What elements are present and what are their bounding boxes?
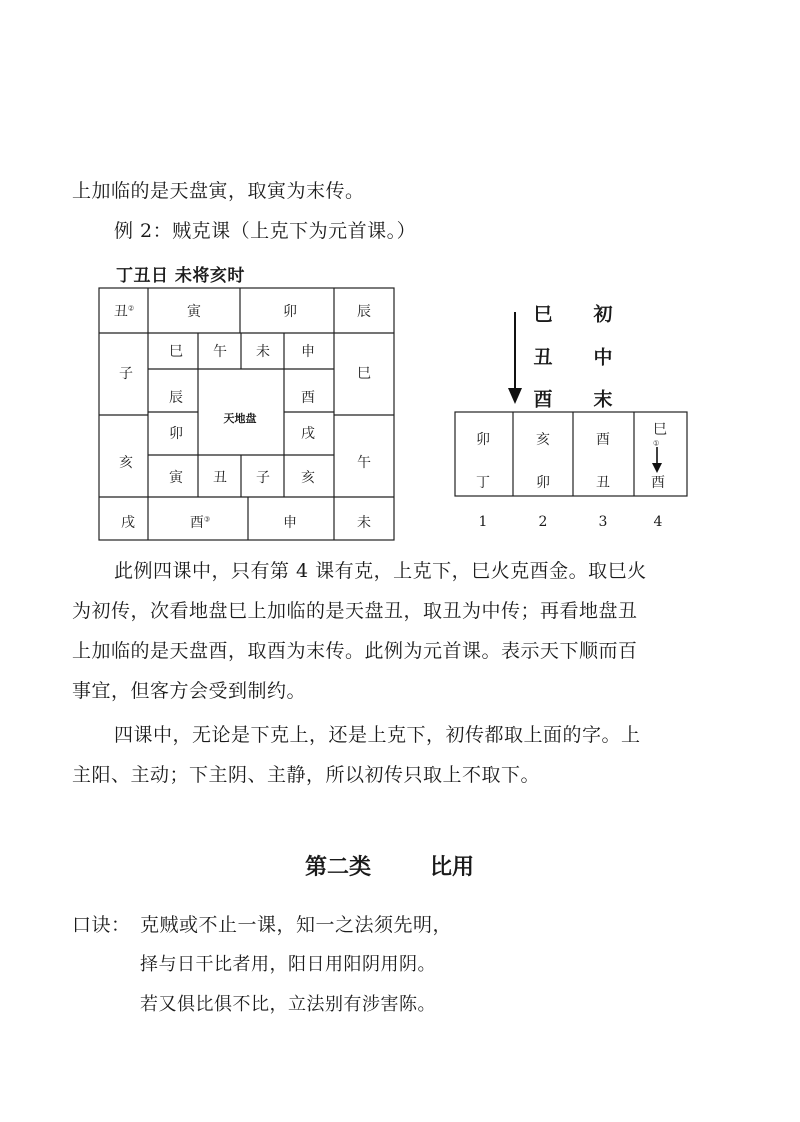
outer-left-2: 亥 — [119, 455, 133, 471]
paragraph-1-line-4: 事宜，但客方会受到制约。 — [72, 680, 307, 702]
section-heading-subtitle: 比用 — [430, 855, 475, 880]
si-ke-upper-2: 亥 — [536, 432, 550, 448]
paragraph-2-line-1: 四课中，无论是下克上，还是上克下，初传都取上面的字。上 — [114, 724, 641, 746]
text-line-1: 上加临的是天盘寅，取寅为末传。 — [72, 180, 365, 202]
outer-right-1: 巳 — [357, 366, 371, 382]
down-arrow-icon — [505, 310, 525, 406]
paragraph-1-line-1: 此例四课中，只有第 4 课有克，上克下，巳火克酉金。取巳火 — [114, 560, 647, 582]
outer-top-2: 寅 — [187, 304, 201, 320]
example-2-title: 例 2：贼克课（上克下为元首课。） — [114, 220, 417, 242]
inner-center-label: 天地盘 — [223, 412, 257, 425]
outer-left-1: 子 — [119, 366, 133, 382]
si-ke-lower-1: 丁 — [476, 475, 490, 491]
paragraph-2-line-2: 主阳、主动；下主阴、主静，所以初传只取上不取下。 — [72, 764, 541, 786]
si-ke-upper-3: 酉 — [596, 432, 610, 448]
koujue-line-1: 克贼或不止一课，知一之法须先明， — [140, 914, 453, 936]
inner-left-2: 卯 — [169, 426, 183, 442]
inner-right-1: 酉 — [301, 390, 315, 406]
section-heading-title: 第二类 — [305, 855, 372, 880]
outer-bottom-1: 戌 — [121, 515, 135, 531]
paragraph-1-line-2: 为初传，次看地盘巳上加临的是天盘丑，取丑为中传；再看地盘丑 — [72, 600, 638, 622]
inner-row4-2: 丑 — [213, 470, 227, 486]
si-ke-lower-3: 丑 — [596, 475, 610, 491]
inner-row4-4: 亥 — [301, 470, 315, 486]
inner-row1-2: 午 — [213, 344, 227, 360]
chart-title: 丁丑日 未将亥时 — [116, 266, 245, 286]
chuan-name-3: 末 — [593, 388, 613, 411]
koujue-line-3: 若又俱比俱不比，立法别有涉害陈。 — [140, 994, 436, 1015]
outer-top-3: 卯 — [283, 304, 297, 320]
si-ke-upper-4: 巳① — [653, 422, 667, 448]
outer-top-4: 辰 — [357, 304, 371, 320]
inner-row4-1: 寅 — [169, 470, 183, 486]
si-ke-lower-2: 卯 — [536, 475, 550, 491]
inner-row1-1: 巳 — [169, 344, 183, 360]
si-ke-number-1: 1 — [478, 514, 488, 530]
koujue-label: 口诀： — [72, 914, 131, 936]
paragraph-1-line-3: 上加临的是天盘酉，取酉为末传。此例为元首课。表示天下顺而百 — [72, 640, 638, 662]
outer-bottom-3: 申 — [283, 515, 297, 531]
inner-row1-3: 未 — [256, 344, 270, 360]
inner-left-1: 辰 — [169, 390, 183, 406]
si-ke-lower-4: 酉 — [651, 475, 665, 491]
inner-row1-4: 申 — [301, 344, 315, 360]
outer-right-3: 未 — [357, 515, 371, 531]
chuan-branch-3: 酉 — [533, 388, 553, 411]
chuan-name-2: 中 — [593, 346, 613, 369]
outer-right-2: 午 — [357, 455, 371, 471]
chuan-name-1: 初 — [593, 303, 613, 326]
chuan-branch-1: 巳 — [533, 303, 553, 326]
koujue-line-2: 择与日干比者用，阳日用阳阴用阴。 — [140, 954, 436, 975]
chuan-branch-2: 丑 — [533, 346, 553, 369]
inner-right-2: 戌 — [301, 426, 315, 442]
si-ke-number-4: 4 — [653, 514, 663, 530]
outer-bottom-2: 酉③ — [189, 515, 211, 531]
inner-row4-3: 子 — [256, 470, 270, 486]
si-ke-number-3: 3 — [598, 514, 608, 530]
si-ke-number-2: 2 — [538, 514, 548, 530]
si-ke-upper-1: 卯 — [476, 432, 490, 448]
outer-top-1: 丑② — [113, 304, 135, 320]
